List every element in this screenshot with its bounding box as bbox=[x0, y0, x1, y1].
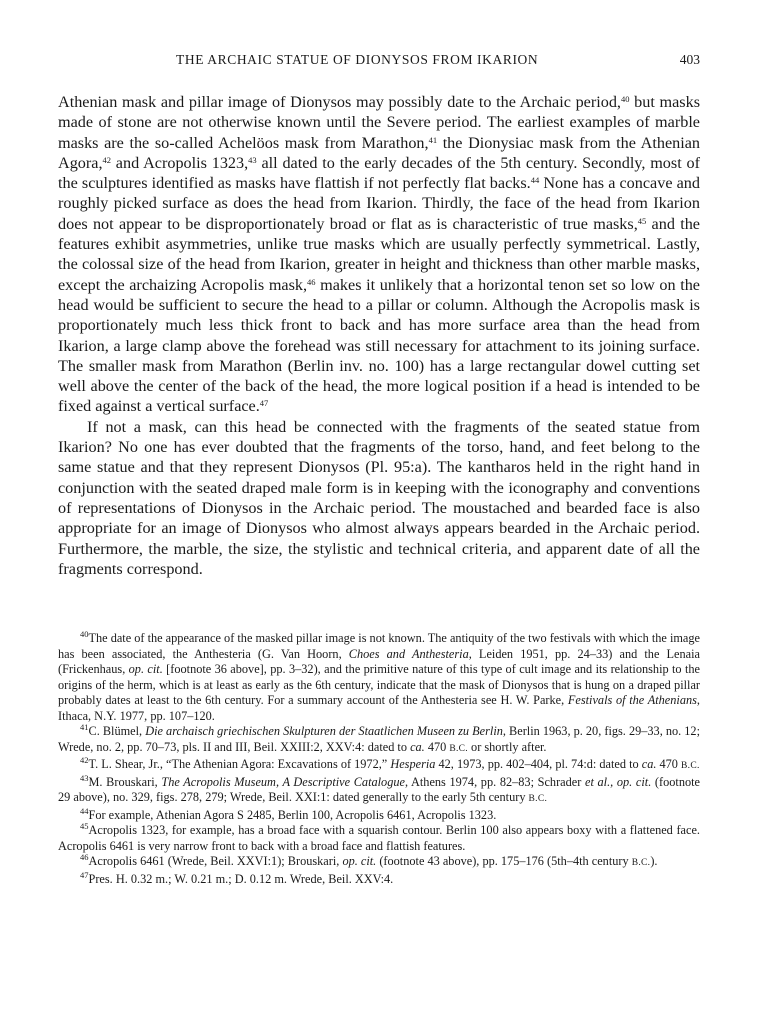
text-run: (footnote 29 above), no. 329, figs. 278, 279; Wrede, Beil. XXI:1: dated generally to the early 5th century bbox=[58, 774, 701, 804]
italic-title: Choes and Anthesteria bbox=[348, 646, 469, 661]
text-run: and Acropolis 1323, bbox=[111, 153, 249, 172]
footnote-44 bbox=[58, 805, 700, 824]
footnote-number: 40 bbox=[80, 629, 89, 639]
footnote-47 bbox=[58, 869, 700, 888]
italic-title: Hesperia bbox=[390, 757, 436, 771]
footnote-number: 42 bbox=[80, 755, 89, 765]
text-run: all dated to the early decades of the 5th century. Secondly, most of the sculptures identified as masks have flattish if not perfectly flat backs. bbox=[58, 153, 700, 193]
text-run: [footnote 36 above], pp. 3–32), and the primitive nature of this type of cult image and its relationship to the origins of the herm, which is at least as early as the 6th century, indicate that the mask of Dionysos that is hung on a draped pillar probably dates at least to the 6th century. For a summary account of the Anthesteria see H. W. Parke, bbox=[58, 662, 700, 707]
italic-text: op. cit. bbox=[128, 662, 163, 676]
text-run: Pres. H. 0.32 m.; W. 0.21 m.; D. 0.12 m. Wrede, Beil. XXV:4. bbox=[88, 871, 394, 886]
text-run: but masks made of stone are not otherwise known until the Severe period. The earliest examples of marble masks are the so-called Achelöos mask from Marathon, bbox=[58, 93, 700, 152]
small-caps-text: B.C. bbox=[631, 858, 651, 868]
text-run: The date of the appearance of the masked pillar image is not known. The antiquity of the two festivals with which the image has been associated, the Anthesteria (G. Van Hoorn, bbox=[58, 631, 700, 661]
footnote-ref-40[interactable]: 40 bbox=[620, 94, 630, 104]
text-run: and the features exhibit asymmetries, unlike true masks which are usually perfectly symmetrical. Lastly, the colossal size of the head from Ikarion, greater in height and thickness than other marble masks, except the archaizing Acropolis mask, bbox=[58, 214, 700, 294]
footnote-ref-41[interactable]: 41 bbox=[428, 134, 438, 145]
footnote-42 bbox=[58, 757, 700, 775]
text-run: Acropolis 6461 (Wrede, Beil. XXVI:1); Brouskari, bbox=[88, 854, 343, 868]
text-run: 470 bbox=[656, 757, 682, 771]
text-run: M. Brouskari, bbox=[88, 774, 162, 789]
italic-text: op. cit. bbox=[342, 854, 377, 868]
italic-text: et al., op. cit. bbox=[585, 774, 652, 789]
footnote-ref-45[interactable]: 45 bbox=[637, 215, 647, 226]
text-run: or shortly after. bbox=[467, 739, 547, 754]
text-run: 470 bbox=[424, 739, 450, 754]
paragraph-2: If not a mask, can this head be connected with the fragments of the seated statue from Ikarion? No one has ever doubted that the fragments of the torso, hand, and feet belong to the same statue and that they represent Dionysos (Pl. 95:a). The kantharos held in the right hand in conjunction with the seated draped male form is in keeping with the iconography and conventions of representations of Dionysos in the Archaic period. The moustached and bearded face is also appropriate for an image of Dionysos who almost always appears bearded in the Archaic period. Furthermore, the marble, the size, the stylistic and technical criteria, and apparent date of all the fragments correspond. bbox=[58, 417, 700, 578]
footnote-ref-46[interactable]: 46 bbox=[307, 276, 316, 287]
text-run: T. L. Shear, Jr., “The Athenian Agora: Excavations of 1972,” bbox=[88, 757, 391, 771]
footnote-number: 43 bbox=[80, 772, 89, 783]
text-run: C. Blümel, bbox=[88, 724, 146, 738]
italic-text: ca. bbox=[641, 757, 657, 771]
footnote-ref-43[interactable]: 43 bbox=[248, 154, 257, 165]
footnote-ref-47[interactable]: 47 bbox=[259, 398, 269, 409]
footnote-number: 41 bbox=[80, 722, 89, 732]
running-header bbox=[58, 52, 700, 72]
footnote-number: 46 bbox=[80, 852, 89, 862]
footnote-41 bbox=[58, 724, 700, 757]
footnote-number: 44 bbox=[80, 805, 89, 816]
small-caps-text: B.C. bbox=[681, 761, 700, 771]
text-run: For example, Athenian Agora S 2485, Berlin 100, Acropolis 6461, Acropolis 1323. bbox=[88, 807, 497, 822]
text-run: (footnote 43 above), pp. 175–176 (5th–4th century bbox=[376, 854, 632, 868]
text-run: , Athens 1974, pp. 82–83; Schrader bbox=[404, 774, 585, 789]
footnote-number: 47 bbox=[80, 869, 89, 880]
text-run: Athenian mask and pillar image of Dionysos may possibly date to the Archaic period, bbox=[58, 93, 621, 111]
small-caps-text: B.C. bbox=[528, 794, 548, 804]
paragraph-1 bbox=[58, 92, 700, 417]
footnote-ref-44[interactable]: 44 bbox=[530, 175, 540, 186]
footnotes bbox=[58, 631, 700, 887]
footnote-45 bbox=[58, 823, 700, 854]
italic-text: ca. bbox=[410, 739, 425, 754]
text-run: 42, 1973, pp. 402–404, pl. 74:d: dated to bbox=[435, 757, 642, 771]
text-run: Acropolis 1323, for example, has a broad face with a squarish contour. Berlin 100 also appears boxy with a flattened face. Acropolis 6461 is very narrow front to back with a broad face and flattish features. bbox=[58, 823, 700, 853]
text-run: the Dionysiac mask from the Athenian Agora, bbox=[58, 133, 701, 172]
italic-title: Festivals of the Athenians bbox=[567, 693, 697, 707]
body-text bbox=[58, 92, 700, 579]
running-title: THE ARCHAIC STATUE OF DIONYSOS FROM IKARION bbox=[176, 52, 539, 67]
footnote-40 bbox=[58, 631, 700, 724]
footnote-43 bbox=[58, 772, 701, 808]
small-caps-text: B.C. bbox=[449, 743, 468, 754]
footnote-number: 45 bbox=[80, 821, 89, 831]
footnote-ref-42[interactable]: 42 bbox=[102, 154, 111, 165]
text-run: , Berlin 1963, p. 20, figs. 29–33, no. 12; Wrede, no. 2, pp. 70–73, pls. II and III, Beil. XXIII:2, XXV:4: dated to bbox=[58, 724, 700, 754]
text-run: ). bbox=[650, 854, 658, 868]
italic-title: Die archaisch griechischen Skulpturen der Staatlichen Museen zu Berlin bbox=[145, 724, 503, 738]
page-number: 403 bbox=[679, 52, 700, 67]
footnote-46 bbox=[58, 854, 700, 872]
text-run: , Leiden 1951, pp. 24–33) and the Lenaia (Frickenhaus, bbox=[58, 646, 700, 676]
italic-title: The Acropolis Museum, A Descriptive Catalogue bbox=[161, 774, 405, 789]
text-run: makes it unlikely that a horizontal tenon set so low on the head would be sufficient to secure the head to a pillar or column. Although the Acropolis mask is proportionately much less thick front to back and has more surface area than the head from Ikarion, a large clamp above the forehead was still necessary for attachment to its joining surface. The smaller mask from Marathon (Berlin inv. no. 100) has a large rectangular dowel cutting set well above the center of the back of the head, the more logical position if a head is intended to be fixed against a vertical surface. bbox=[58, 275, 700, 416]
text-run: , Ithaca, N.Y. 1977, pp. 107–120. bbox=[58, 693, 700, 723]
text-run: None has a concave and roughly picked surface as does the head from Ikarion. Thirdly, the face of the head from Ikarion does not appear to be disproportionately broad or flat as is characteristic of true masks, bbox=[58, 174, 700, 233]
